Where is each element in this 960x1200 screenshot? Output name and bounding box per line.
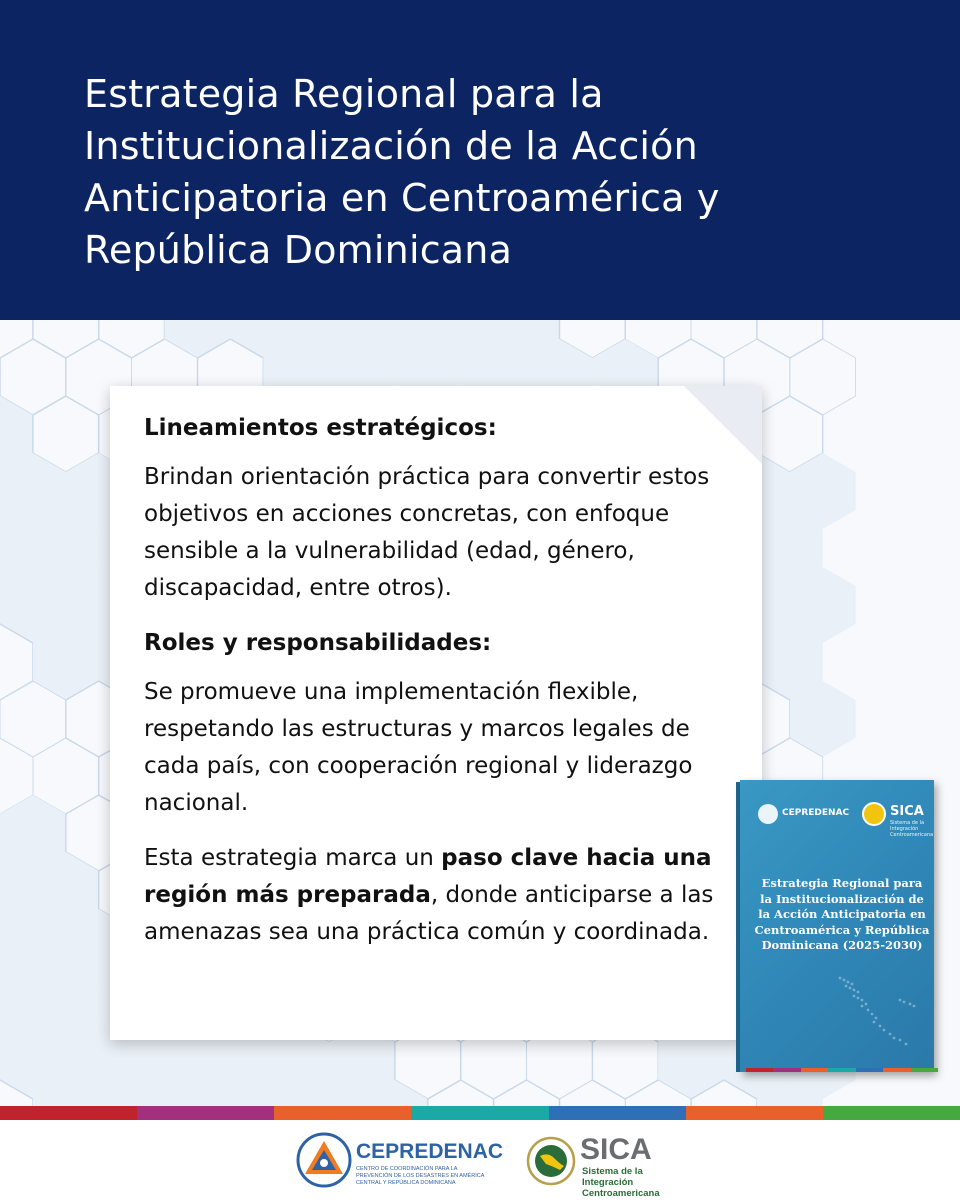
book-logo-sica-sub: Sistema de la Integración Centroamericana xyxy=(890,820,934,838)
footer-sica-sub: Sistema de la Integración Centroamericana xyxy=(582,1166,660,1199)
hexagon-shape xyxy=(428,1080,494,1106)
sica-logo-icon xyxy=(526,1136,576,1186)
color-stripe-segment xyxy=(549,1106,686,1120)
footer xyxy=(0,1120,960,1200)
section-heading-roles: Roles y responsabilidades: xyxy=(144,630,492,656)
book-cover xyxy=(740,780,934,1072)
section-heading-lineamientos: Lineamientos estratégicos: xyxy=(144,415,497,441)
color-stripe-segment xyxy=(411,1106,548,1120)
card-text xyxy=(144,410,734,969)
hexagon-shape xyxy=(165,320,231,358)
footer-sica-name: SICA xyxy=(580,1133,652,1166)
central-america-map-icon xyxy=(830,970,926,1060)
content-card xyxy=(110,386,762,1040)
sica-logo-icon xyxy=(862,802,886,826)
book-title: Estrategia Regional para la Institucionalización de la Acción Anticipatoria en Centroamérica y República Dominicana (2025-2030) xyxy=(754,876,930,952)
closing-text-bold: paso clave hacia una región más preparada xyxy=(144,845,712,908)
hexagon-shape xyxy=(33,320,99,358)
cepredenac-logo-icon xyxy=(296,1132,352,1188)
closing-text-end: , donde anticiparse a las amenazas sea una práctica común y coordinada. xyxy=(144,882,714,945)
hexagon-shape xyxy=(0,320,33,358)
book-logo-cepredenac: CEPREDENAC xyxy=(782,808,850,818)
book-cover-image xyxy=(736,780,936,1074)
book-logo-sica: SICA xyxy=(890,804,924,819)
color-stripe xyxy=(0,1106,960,1120)
book-logos xyxy=(758,800,934,838)
footer-cepredenac-name: CEPREDENAC xyxy=(356,1140,504,1163)
hexagon-shape xyxy=(99,320,165,358)
hexagon-shape xyxy=(757,320,823,358)
cepredenac-logo-icon xyxy=(758,804,778,824)
page-title: Estrategia Regional para la Institucionalización de la Acción Anticipatoria en Centroamérica y República Dominicana xyxy=(84,72,720,272)
color-stripe-segment xyxy=(823,1106,960,1120)
section-text-roles: Se promueve una implementación flexible, respetando las estructuras y marcos legales de cada país, con cooperación regional y liderazgo nacional. xyxy=(144,679,693,816)
hexagon-shape xyxy=(691,320,757,358)
color-stripe-segment xyxy=(274,1106,411,1120)
hexagon-shape xyxy=(560,1080,626,1106)
footer-cepredenac-sub: CENTRO DE COORDINACIÓN PARA LA PREVENCIÓN DE LOS DESASTRES EN AMÉRICA CENTRAL Y REPÚBLICA DOMINICANA xyxy=(356,1166,485,1186)
closing-paragraph xyxy=(144,840,734,951)
hexagon-shape xyxy=(790,339,856,415)
color-stripe-segment xyxy=(137,1106,274,1120)
color-stripe-segment xyxy=(0,1106,137,1120)
hexagon-shape xyxy=(494,1080,560,1106)
section-text-lineamientos: Brindan orientación práctica para convertir estos objetivos en acciones concretas, con enfoque sensible a la vulnerabilidad (edad, género, discapacidad, entre otros). xyxy=(144,464,710,601)
color-stripe-segment xyxy=(686,1106,823,1120)
header-banner xyxy=(0,0,960,320)
closing-text-start: Esta estrategia marca un xyxy=(144,845,442,871)
book-color-bar xyxy=(746,1068,938,1072)
